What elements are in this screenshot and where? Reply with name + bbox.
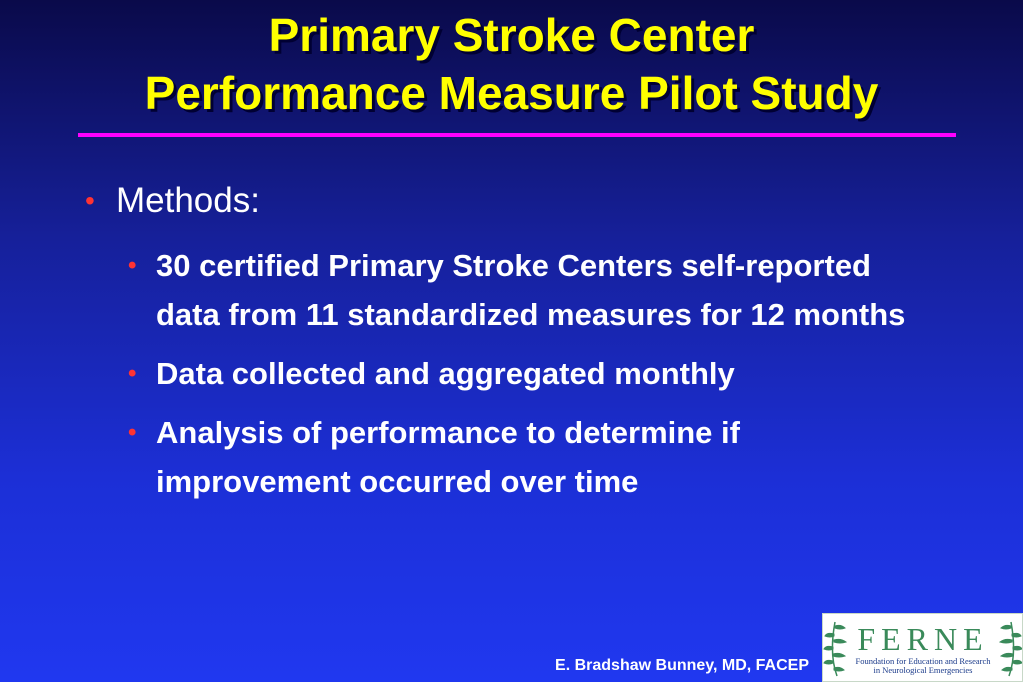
logo-tagline-line-1: Foundation for Education and Research [855,656,991,666]
bullet-text: Analysis of performance to determine if improvement occurred over time [156,415,740,499]
bullet-item [128,408,936,506]
fern-left-icon [824,622,846,676]
bullet-icon: • [128,252,137,279]
methods-heading [85,178,985,224]
slide-title [0,6,1023,122]
logo-graphic [823,614,1022,681]
presenter-credit: E. Bradshaw Bunney, MD, FACEP [555,657,809,674]
bullet-icon: • [128,419,137,446]
bullet-icon: • [85,185,95,216]
title-line-2: Performance Measure Pilot Study [144,67,879,119]
bullet-item [128,349,936,398]
bullet-text: Data collected and aggregated monthly [156,356,735,391]
bullet-text: 30 certified Primary Stroke Centers self-reported data from 11 standardized measures for 12 months [156,248,906,332]
methods-label: Methods: [116,181,260,220]
title-underline [78,133,956,137]
bullet-list [85,178,985,506]
bullet-icon: • [128,360,137,387]
fern-right-icon [1000,622,1022,676]
logo-tagline-line-2: in Neurological Emergencies [873,665,973,675]
ferne-logo [822,613,1023,682]
bullet-item [128,241,936,339]
logo-wordmark: FERNE [857,621,989,657]
title-line-1: Primary Stroke Center [268,9,755,61]
